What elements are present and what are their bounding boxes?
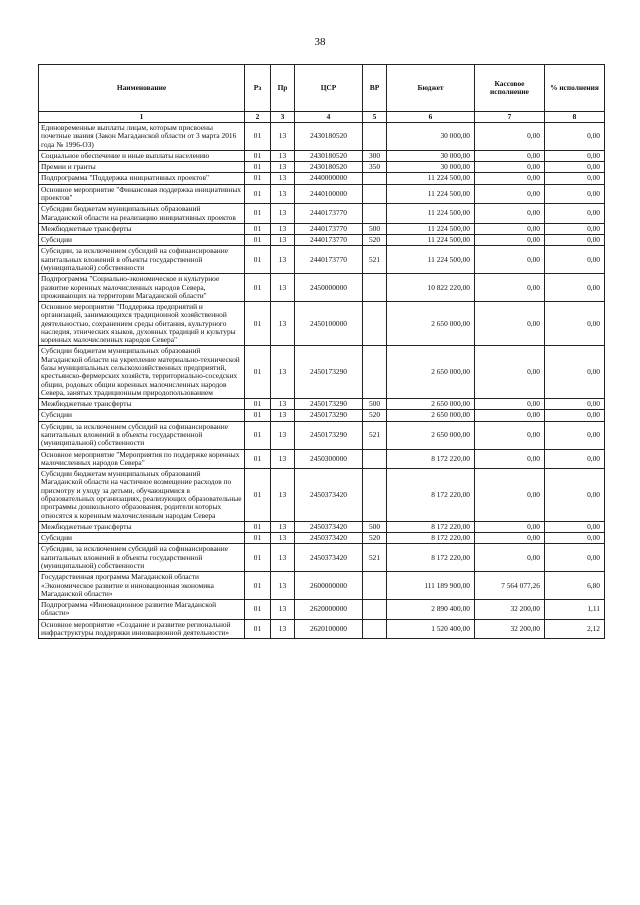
cell-budget: 8 172 220,00: [387, 544, 475, 572]
cell-vr: [363, 204, 387, 224]
cell-pct: 0,00: [545, 246, 605, 274]
cell-cash: 0,00: [475, 162, 545, 173]
cell-name: Межбюджетные трансферты: [39, 521, 245, 532]
cell-name: Субсидии, за исключением субсидий на софинансирование капитальных вложений в объекты государственной (муниципальной) собственности: [39, 246, 245, 274]
cell-rz: 01: [245, 410, 271, 421]
cell-vr: 520: [363, 533, 387, 544]
table-row: [39, 184, 605, 204]
column-number: 7: [475, 112, 545, 123]
cell-vr: [363, 274, 387, 302]
cell-pr: 13: [271, 619, 295, 639]
cell-csr: 2600000000: [295, 572, 363, 600]
cell-rz: 01: [245, 302, 271, 346]
cell-pr: 13: [271, 399, 295, 410]
cell-vr: [363, 572, 387, 600]
cell-cash: 0,00: [475, 204, 545, 224]
cell-vr: [363, 346, 387, 399]
cell-pct: 0,00: [545, 223, 605, 234]
budget-table: [38, 64, 605, 639]
table-row: [39, 274, 605, 302]
cell-vr: [363, 184, 387, 204]
table-row: [39, 162, 605, 173]
cell-rz: 01: [245, 346, 271, 399]
cell-cash: 0,00: [475, 123, 545, 151]
header-row: [39, 65, 605, 112]
cell-rz: 01: [245, 469, 271, 522]
cell-pct: 0,00: [545, 204, 605, 224]
cell-csr: 2430180520: [295, 150, 363, 161]
cell-rz: 01: [245, 235, 271, 246]
cell-budget: 1 520 400,00: [387, 619, 475, 639]
cell-name: Премии и гранты: [39, 162, 245, 173]
cell-pr: 13: [271, 162, 295, 173]
cell-budget: 8 172 220,00: [387, 449, 475, 469]
cell-rz: 01: [245, 544, 271, 572]
cell-pr: 13: [271, 572, 295, 600]
cell-pct: 0,00: [545, 184, 605, 204]
header-pct: % исполнения: [545, 65, 605, 112]
cell-pct: 0,00: [545, 421, 605, 449]
cell-pr: 13: [271, 469, 295, 522]
cell-cash: 0,00: [475, 235, 545, 246]
column-number: 5: [363, 112, 387, 123]
cell-pr: 13: [271, 173, 295, 184]
cell-pct: 0,00: [545, 150, 605, 161]
cell-vr: [363, 173, 387, 184]
header-rz: Рз: [245, 65, 271, 112]
cell-csr: 2620000000: [295, 600, 363, 620]
cell-name: Межбюджетные трансферты: [39, 223, 245, 234]
cell-name: Межбюджетные трансферты: [39, 399, 245, 410]
table-row: [39, 600, 605, 620]
cell-name: Основное мероприятие "Финансовая поддержка инициативных проектов": [39, 184, 245, 204]
cell-pr: 13: [271, 235, 295, 246]
cell-vr: 500: [363, 521, 387, 532]
cell-rz: 01: [245, 521, 271, 532]
cell-cash: 0,00: [475, 469, 545, 522]
cell-pct: 0,00: [545, 123, 605, 151]
cell-rz: 01: [245, 572, 271, 600]
cell-csr: 2450373420: [295, 533, 363, 544]
cell-vr: [363, 619, 387, 639]
cell-pct: 1,11: [545, 600, 605, 620]
cell-pct: 0,00: [545, 274, 605, 302]
cell-name: Субсидии бюджетам муниципальных образований Магаданской области на частичное возмещение расходов по присмотру и уходу за детьми, обучающимися в образовательных организациях, реализующих образовательные программы дошкольного образования, родители которых относятся к коренным малочисленным народам Севера: [39, 469, 245, 522]
cell-name: Субсидии: [39, 410, 245, 421]
cell-budget: 11 224 500,00: [387, 173, 475, 184]
cell-pr: 13: [271, 544, 295, 572]
cell-budget: 2 650 000,00: [387, 410, 475, 421]
cell-budget: 2 650 000,00: [387, 421, 475, 449]
cell-budget: 111 189 900,00: [387, 572, 475, 600]
cell-csr: 2430180520: [295, 162, 363, 173]
cell-cash: 0,00: [475, 533, 545, 544]
cell-pr: 13: [271, 204, 295, 224]
cell-pr: 13: [271, 246, 295, 274]
cell-rz: 01: [245, 399, 271, 410]
column-number-row: [39, 112, 605, 123]
cell-rz: 01: [245, 246, 271, 274]
cell-vr: 520: [363, 410, 387, 421]
cell-cash: 32 200,00: [475, 600, 545, 620]
cell-pr: 13: [271, 150, 295, 161]
cell-name: Субсидии: [39, 235, 245, 246]
cell-csr: 2440100000: [295, 184, 363, 204]
cell-csr: 2450000000: [295, 274, 363, 302]
table-row: [39, 449, 605, 469]
page-number: 38: [314, 36, 326, 48]
cell-name: Субсидии, за исключением субсидий на софинансирование капитальных вложений в объекты государственной (муниципальной) собственности: [39, 421, 245, 449]
cell-vr: 521: [363, 421, 387, 449]
cell-name: Субсидии бюджетам муниципальных образований Магаданской области на укрепление материально-технической базы муниципальных сельскохозяйственных предприятий, крестьянско-фермерских хозяйств, территориально-соседских общин, родовых общин коренных малочисленных народов Севера, занятых традиционным природопользованием: [39, 346, 245, 399]
cell-rz: 01: [245, 150, 271, 161]
cell-pr: 13: [271, 223, 295, 234]
cell-vr: 350: [363, 162, 387, 173]
cell-pr: 13: [271, 184, 295, 204]
cell-pr: 13: [271, 346, 295, 399]
cell-pr: 13: [271, 449, 295, 469]
cell-rz: 01: [245, 162, 271, 173]
cell-csr: 2440173770: [295, 204, 363, 224]
cell-name: Основное мероприятие «Создание и развитие региональной инфраструктуры поддержки инновационной деятельности»: [39, 619, 245, 639]
cell-cash: 0,00: [475, 410, 545, 421]
cell-pr: 13: [271, 521, 295, 532]
cell-budget: 10 822 220,00: [387, 274, 475, 302]
cell-rz: 01: [245, 173, 271, 184]
cell-vr: 521: [363, 544, 387, 572]
table-row: [39, 223, 605, 234]
cell-vr: [363, 449, 387, 469]
table-row: [39, 246, 605, 274]
cell-vr: [363, 600, 387, 620]
header-cash: Кассовое исполнение: [475, 65, 545, 112]
cell-cash: 0,00: [475, 521, 545, 532]
cell-rz: 01: [245, 123, 271, 151]
column-number: 8: [545, 112, 605, 123]
cell-budget: 11 224 500,00: [387, 204, 475, 224]
cell-name: Подпрограмма «Инновационное развитие Магаданской области»: [39, 600, 245, 620]
cell-budget: 2 890 400,00: [387, 600, 475, 620]
cell-name: Субсидии бюджетам муниципальных образований Магаданской области на реализацию инициативных проектов: [39, 204, 245, 224]
cell-vr: 500: [363, 399, 387, 410]
cell-pr: 13: [271, 410, 295, 421]
cell-cash: 7 564 077,26: [475, 572, 545, 600]
cell-name: Государственная программа Магаданской области «Экономическое развитие и инновационная экономика Магаданской области»: [39, 572, 245, 600]
cell-pct: 0,00: [545, 399, 605, 410]
cell-vr: [363, 302, 387, 346]
cell-cash: 0,00: [475, 150, 545, 161]
cell-budget: 8 172 220,00: [387, 469, 475, 522]
cell-name: Подпрограмма "Поддержка инициативных проектов": [39, 173, 245, 184]
table-row: [39, 399, 605, 410]
cell-pct: 0,00: [545, 469, 605, 522]
table-row: [39, 235, 605, 246]
cell-cash: 0,00: [475, 544, 545, 572]
cell-pr: 13: [271, 123, 295, 151]
cell-csr: 2450300000: [295, 449, 363, 469]
cell-budget: 2 650 000,00: [387, 346, 475, 399]
cell-cash: 0,00: [475, 173, 545, 184]
cell-cash: 0,00: [475, 184, 545, 204]
cell-rz: 01: [245, 274, 271, 302]
cell-rz: 01: [245, 184, 271, 204]
cell-pr: 13: [271, 533, 295, 544]
cell-pct: 0,00: [545, 302, 605, 346]
cell-pct: 0,00: [545, 173, 605, 184]
cell-csr: 2450173290: [295, 421, 363, 449]
cell-budget: 11 224 500,00: [387, 184, 475, 204]
cell-rz: 01: [245, 449, 271, 469]
cell-cash: 0,00: [475, 421, 545, 449]
table-row: [39, 521, 605, 532]
cell-csr: 2450373420: [295, 521, 363, 532]
cell-name: Основное мероприятие "Поддержка предприятий и организаций, занимающихся традиционной хозяйственной деятельностью, сохранением среды обитания, культурного наследия, этнических языков, духовных традиций и культуры коренных малочисленных народов Севера": [39, 302, 245, 346]
header-csr: ЦСР: [295, 65, 363, 112]
cell-cash: 32 200,00: [475, 619, 545, 639]
cell-pct: 0,00: [545, 521, 605, 532]
cell-vr: [363, 123, 387, 151]
header-pr: Пр: [271, 65, 295, 112]
cell-cash: 0,00: [475, 246, 545, 274]
cell-name: Единовременные выплаты лицам, которым присвоены почетные звания (Закон Магаданской области от 3 марта 2016 года № 1996-ОЗ): [39, 123, 245, 151]
cell-cash: 0,00: [475, 399, 545, 410]
cell-vr: 520: [363, 235, 387, 246]
cell-cash: 0,00: [475, 274, 545, 302]
cell-csr: 2450173290: [295, 399, 363, 410]
table-row: [39, 150, 605, 161]
cell-pr: 13: [271, 421, 295, 449]
table-row: [39, 302, 605, 346]
cell-name: Субсидии, за исключением субсидий на софинансирование капитальных вложений в объекты государственной (муниципальной) собственности: [39, 544, 245, 572]
cell-name: Подпрограмма "Социально-экономическое и культурное развитие коренных малочисленных народов Севера, проживающих на территории Магаданской области": [39, 274, 245, 302]
column-number: 3: [271, 112, 295, 123]
cell-pr: 13: [271, 302, 295, 346]
cell-budget: 2 650 000,00: [387, 302, 475, 346]
cell-rz: 01: [245, 619, 271, 639]
cell-vr: [363, 469, 387, 522]
cell-csr: 2440173770: [295, 235, 363, 246]
cell-cash: 0,00: [475, 223, 545, 234]
table-row: [39, 619, 605, 639]
header-vr: ВР: [363, 65, 387, 112]
column-number: 6: [387, 112, 475, 123]
cell-budget: 30 000,00: [387, 150, 475, 161]
cell-csr: 2450373420: [295, 469, 363, 522]
column-number: 4: [295, 112, 363, 123]
cell-pct: 0,00: [545, 533, 605, 544]
table-row: [39, 123, 605, 151]
cell-rz: 01: [245, 204, 271, 224]
table-row: [39, 410, 605, 421]
cell-vr: 521: [363, 246, 387, 274]
cell-vr: 500: [363, 223, 387, 234]
cell-pct: 0,00: [545, 410, 605, 421]
cell-budget: 30 000,00: [387, 123, 475, 151]
cell-pr: 13: [271, 274, 295, 302]
cell-csr: 2450100000: [295, 302, 363, 346]
cell-rz: 01: [245, 533, 271, 544]
cell-rz: 01: [245, 421, 271, 449]
cell-pct: 0,00: [545, 544, 605, 572]
cell-csr: 2450173290: [295, 346, 363, 399]
cell-csr: 2450173290: [295, 410, 363, 421]
cell-cash: 0,00: [475, 449, 545, 469]
table-row: [39, 572, 605, 600]
table-row: [39, 421, 605, 449]
cell-csr: 2440173770: [295, 223, 363, 234]
table-row: [39, 469, 605, 522]
cell-budget: 11 224 500,00: [387, 246, 475, 274]
cell-budget: 8 172 220,00: [387, 533, 475, 544]
cell-vr: 300: [363, 150, 387, 161]
table-body: [39, 123, 605, 639]
table-row: [39, 544, 605, 572]
cell-pct: 0,00: [545, 449, 605, 469]
column-number: 1: [39, 112, 245, 123]
table-row: [39, 173, 605, 184]
cell-pct: 0,00: [545, 346, 605, 399]
cell-pct: 6,80: [545, 572, 605, 600]
table-row: [39, 204, 605, 224]
cell-csr: 2440173770: [295, 246, 363, 274]
cell-cash: 0,00: [475, 302, 545, 346]
cell-pr: 13: [271, 600, 295, 620]
cell-name: Основное мероприятие "Мероприятия по поддержке коренных малочисленных народов Севера": [39, 449, 245, 469]
cell-name: Социальное обеспечение и иные выплаты населению: [39, 150, 245, 161]
table-row: [39, 346, 605, 399]
cell-budget: 8 172 220,00: [387, 521, 475, 532]
header-budget: Бюджет: [387, 65, 475, 112]
cell-budget: 11 224 500,00: [387, 235, 475, 246]
cell-rz: 01: [245, 223, 271, 234]
cell-budget: 30 000,00: [387, 162, 475, 173]
cell-csr: 2430180520: [295, 123, 363, 151]
cell-csr: 2440000000: [295, 173, 363, 184]
cell-pct: 2,12: [545, 619, 605, 639]
cell-budget: 11 224 500,00: [387, 223, 475, 234]
cell-name: Субсидии: [39, 533, 245, 544]
cell-cash: 0,00: [475, 346, 545, 399]
cell-csr: 2450373420: [295, 544, 363, 572]
cell-rz: 01: [245, 600, 271, 620]
table-row: [39, 533, 605, 544]
cell-pct: 0,00: [545, 235, 605, 246]
cell-csr: 2620100000: [295, 619, 363, 639]
cell-budget: 2 650 000,00: [387, 399, 475, 410]
header-name: Наименование: [39, 65, 245, 112]
cell-pct: 0,00: [545, 162, 605, 173]
column-number: 2: [245, 112, 271, 123]
